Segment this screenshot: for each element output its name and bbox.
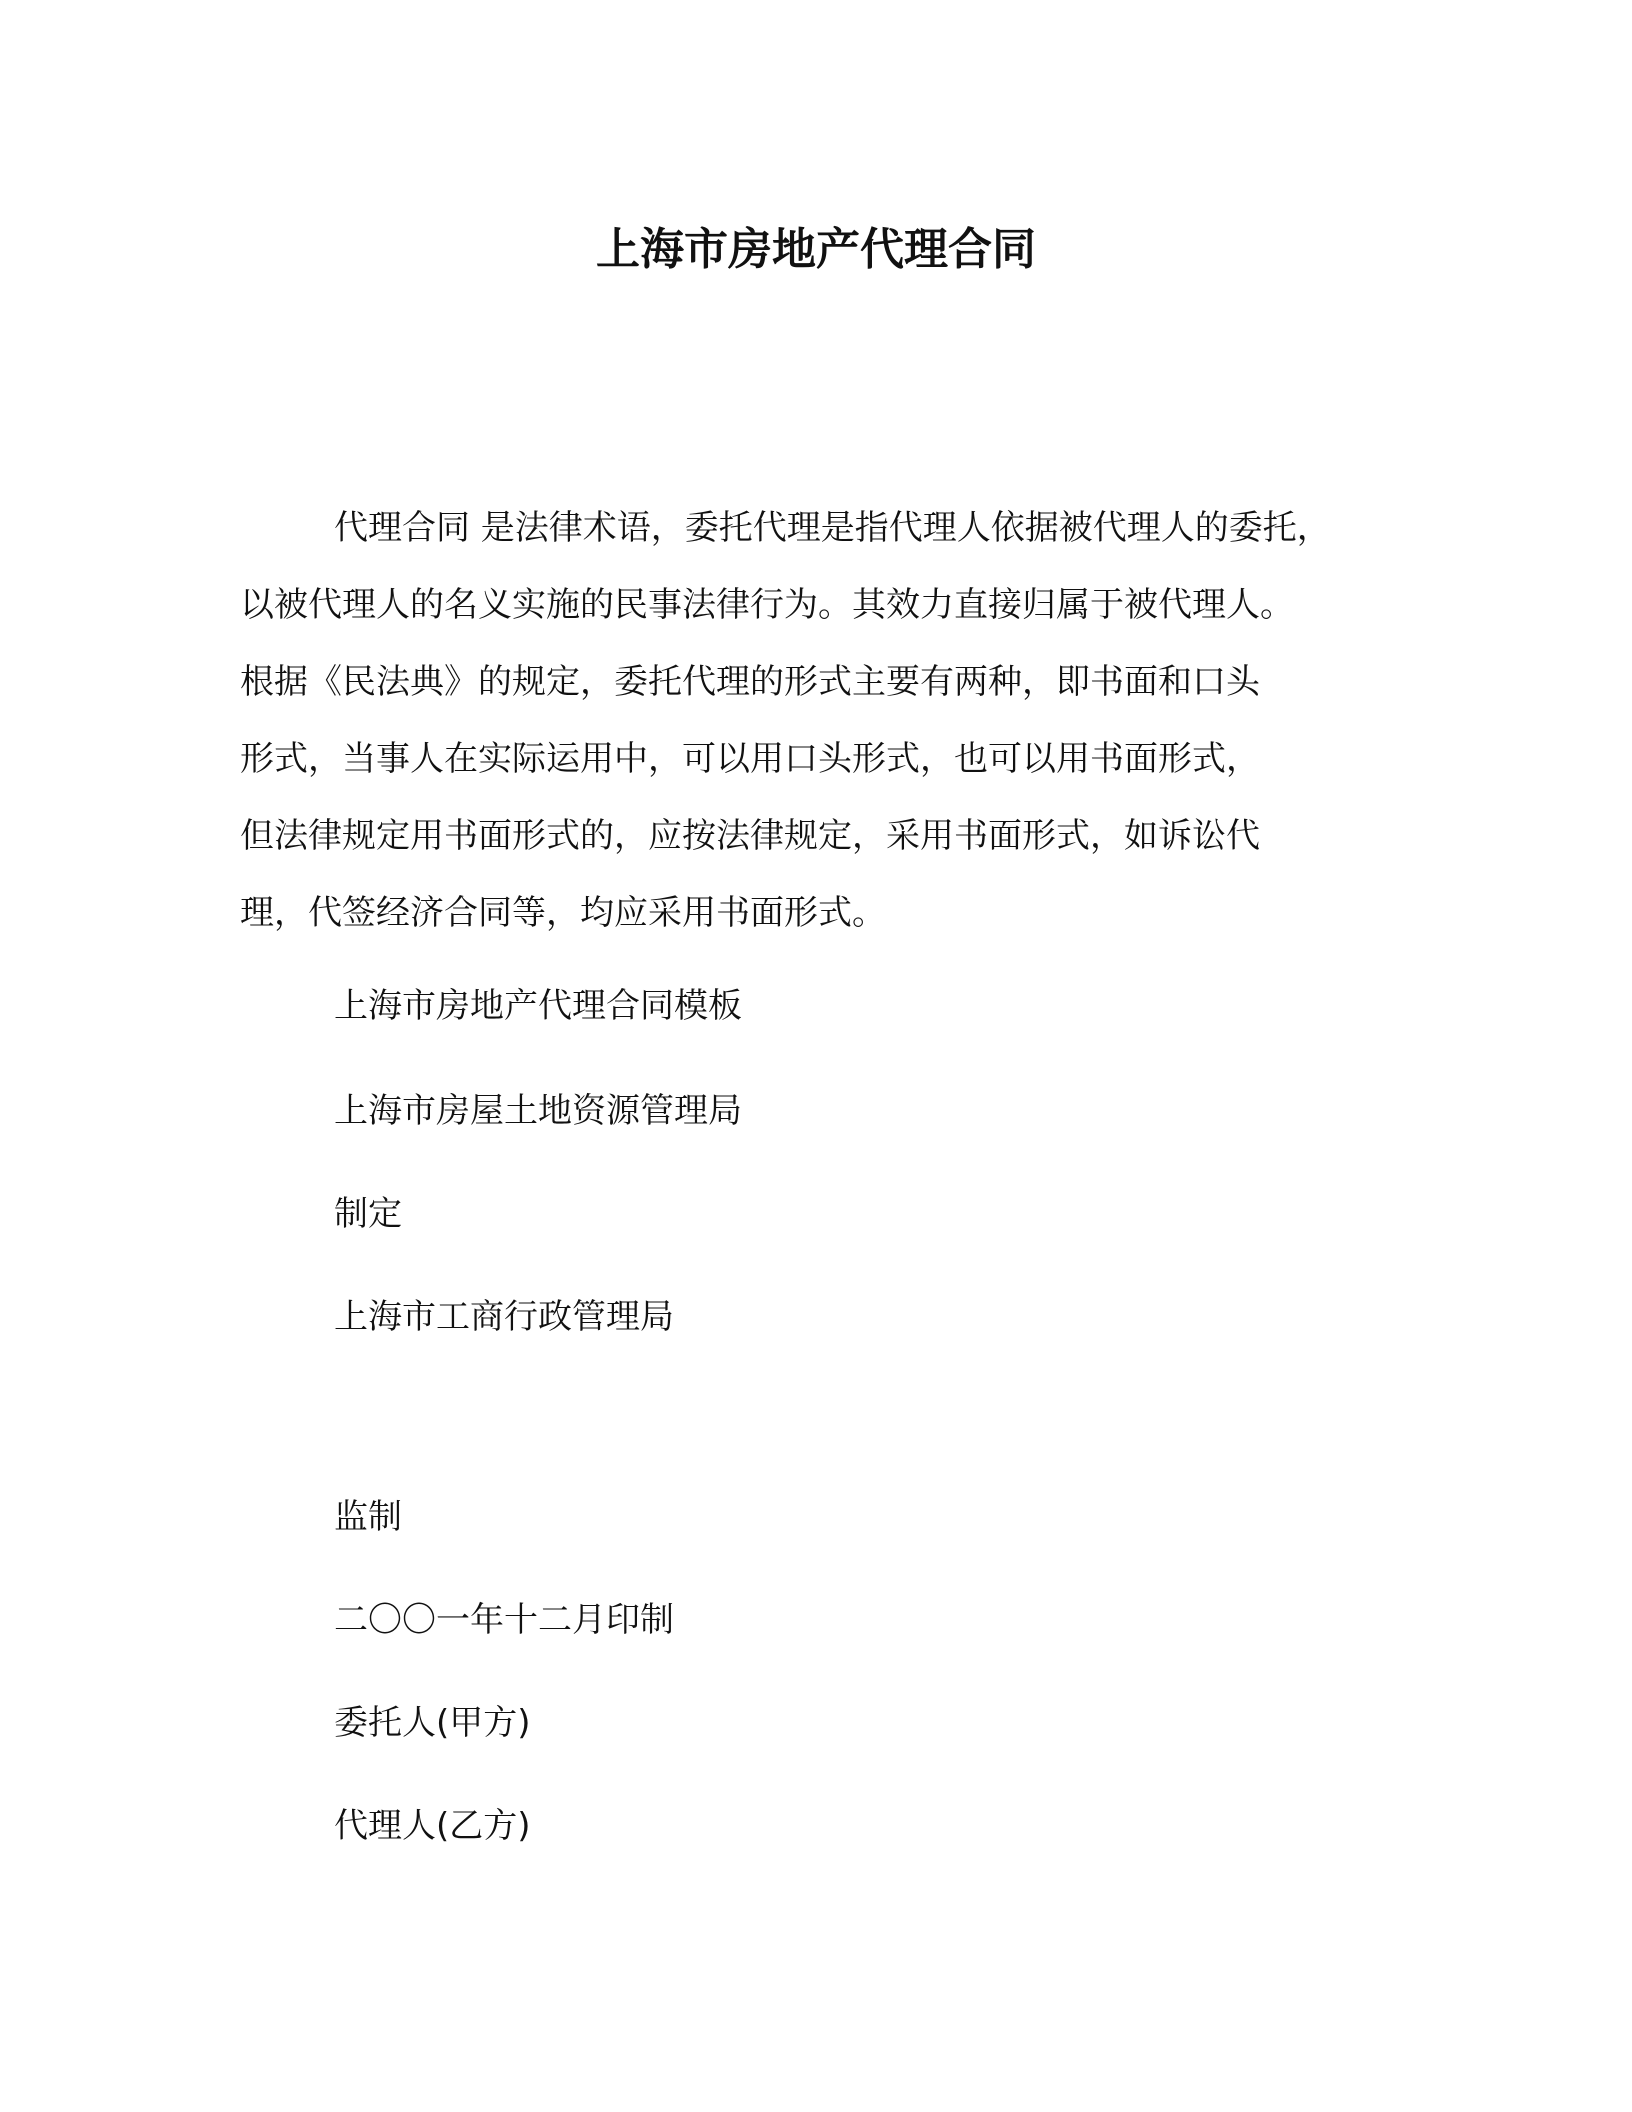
template-name: 上海市房地产代理合同模板 <box>334 986 742 1026</box>
intro-line: 但法律规定用书面形式的，应按法律规定，采用书面形式，如诉讼代 <box>240 816 1260 856</box>
party-b-label: 代理人(乙方) <box>334 1806 531 1846</box>
print-date: 二〇〇一年十二月印制 <box>334 1600 674 1640</box>
issuer-name: 上海市房屋土地资源管理局 <box>334 1091 742 1131</box>
intro-line: 根据《民法典》的规定，委托代理的形式主要有两种，即书面和口头 <box>240 662 1260 702</box>
issued-label: 制定 <box>334 1194 402 1234</box>
intro-line: 代理合同 是法律术语，委托代理是指代理人依据被代理人的委托， <box>334 508 1331 548</box>
supervised-label: 监制 <box>334 1497 402 1537</box>
co-issuer-name: 上海市工商行政管理局 <box>334 1297 674 1337</box>
intro-line: 理，代签经济合同等，均应采用书面形式。 <box>240 893 886 933</box>
party-a-label: 委托人(甲方) <box>334 1703 531 1743</box>
intro-line: 形式，当事人在实际运用中，可以用口头形式，也可以用书面形式， <box>240 739 1260 779</box>
intro-paragraph <box>240 490 1420 952</box>
document-title: 上海市房地产代理合同 <box>596 224 1036 275</box>
intro-line: 以被代理人的名义实施的民事法律行为。其效力直接归属于被代理人。 <box>240 585 1294 625</box>
